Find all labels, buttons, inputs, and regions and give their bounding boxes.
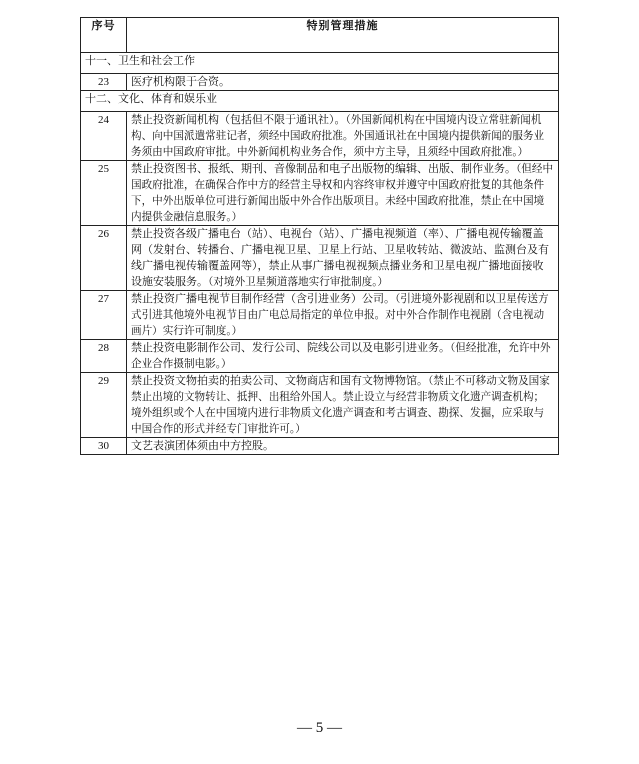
row-number: 30 — [81, 438, 127, 455]
section-title-health: 十一、卫生和社会工作 — [81, 53, 559, 74]
row-lead: 禁止投资各级广播电台（站）、电视台（站）、广播电视频道（率）、广播电视传输覆盖网（发射台、转播台、广播电视卫星、卫星上行站、卫星收转站、微波站、监测台及有线广播电视传输覆盖网等），禁止从事广播电视视频点播业务和卫星电视广播地面接收设施安装服务。 — [131, 227, 549, 288]
row-lead: 禁止投资文物拍卖的拍卖公司、文物商店和国有文物博物馆。 — [131, 374, 428, 387]
row-note: （对境外卫星频道落地实行审批制度。） — [208, 276, 389, 288]
section-title-culture: 十二、文化、体育和娱乐业 — [81, 91, 559, 112]
row-number: 23 — [81, 74, 127, 91]
table-header-row — [81, 18, 559, 53]
row-content — [127, 291, 559, 340]
row-note: （外国新闻机构在中国境内设立常驻新闻机构、向中国派遣常驻记者，须经中国政府批准。外国通讯社在中国境内提供新闻的服务业务须由中国政府审批。中外新闻机构业务合作，须中方主导，且须经中国政府批准。） — [131, 114, 545, 158]
row-content — [127, 340, 559, 373]
row-lead: 禁止投资电影制作公司、发行公司、院线公司以及电影引进业务。 — [131, 341, 450, 354]
row-number: 26 — [81, 226, 127, 291]
row-number: 25 — [81, 161, 127, 226]
page-number: — 5 — — [297, 720, 342, 736]
row-number: 29 — [81, 373, 127, 438]
table-row — [81, 373, 559, 438]
row-lead: 禁止投资图书、报纸、期刊、音像制品和电子出版物的编辑、出版、制作业务。 — [131, 162, 516, 175]
section-row — [81, 91, 559, 112]
row-note: （但经批准，允许中外企业合作摄制电影。） — [131, 342, 551, 370]
header-number: 序号 — [81, 18, 127, 53]
row-note: （禁止不可移动文物及国家禁止出境的文物转让、抵押、出租给外国人。禁止设立与经营非物质文化遗产调查机构；境外组织或个人在中国境内进行非物质文化遗产调查和考古调查、勘探、发掘，应采取与中国合作的形式并经专门审批许可。） — [131, 375, 550, 435]
row-lead: 禁止投资广播电视节目制作经营（含引进业务）公司。 — [131, 292, 395, 305]
table-row — [81, 74, 559, 91]
row-lead: 医疗机构限于合资。 — [131, 75, 230, 88]
row-note: （引进境外影视剧和以卫星传送方式引进其他境外电视节目由广电总局指定的单位申报。对中外合作制作电视剧（含电视动画片）实行许可制度。） — [131, 293, 549, 337]
row-lead: 文艺表演团体须由中方控股。 — [131, 439, 274, 452]
table-row — [81, 438, 559, 455]
row-number: 28 — [81, 340, 127, 373]
table-row — [81, 291, 559, 340]
table-row — [81, 112, 559, 161]
row-number: 24 — [81, 112, 127, 161]
row-content — [127, 161, 559, 226]
row-number: 27 — [81, 291, 127, 340]
row-content — [127, 438, 559, 455]
row-lead: 禁止投资新闻机构（包括但不限于通讯社）。 — [131, 113, 346, 126]
header-measure: 特别管理措施 — [127, 18, 559, 53]
table-row — [81, 226, 559, 291]
row-content — [127, 226, 559, 291]
row-content — [127, 112, 559, 161]
row-content — [127, 74, 559, 91]
row-note: （但经中国政府批准，在确保合作中方的经营主导权和内容终审权并遵守中国政府批复的其他条件下，中外出版单位可进行新闻出版中外合作出版项目。未经中国政府批准，禁止在中国境内提供金融信息服务。） — [131, 163, 554, 223]
measures-table — [80, 17, 559, 455]
row-content — [127, 373, 559, 438]
table-row — [81, 161, 559, 226]
section-row — [81, 53, 559, 74]
table-row — [81, 340, 559, 373]
